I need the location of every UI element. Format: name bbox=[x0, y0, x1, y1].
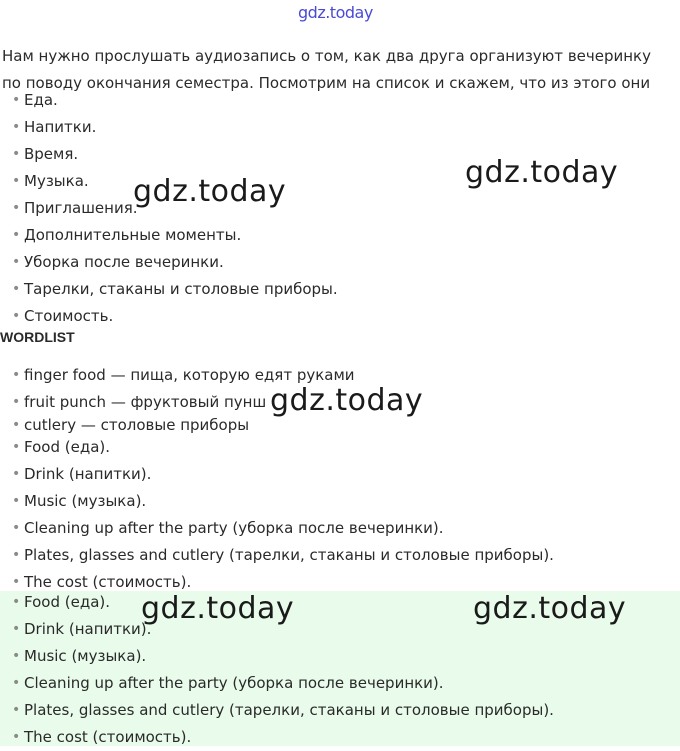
answer-item: • The cost (стоимость). bbox=[0, 569, 554, 596]
list-item: • Тарелки, стаканы и столовые приборы. bbox=[0, 276, 338, 303]
list-item: • Еда. bbox=[0, 87, 338, 114]
answer-item: • Plates, glasses and cutlery (тарелки, стаканы и столовые приборы). bbox=[0, 697, 554, 724]
watermark: gdz.today bbox=[473, 591, 627, 626]
answer-item: • Food (еда). bbox=[0, 434, 554, 461]
watermark: gdz.today bbox=[141, 591, 295, 626]
watermark: gdz.today bbox=[465, 155, 619, 190]
watermark: gdz.today bbox=[133, 174, 287, 209]
list-item: • Дополнительные моменты. bbox=[0, 222, 338, 249]
answer-item: • Food (еда). bbox=[0, 589, 554, 616]
answer-item: • Cleaning up after the party (уборка после вечеринки). bbox=[0, 670, 554, 697]
wordlist-item: • finger food — пища, которую едят руками bbox=[0, 362, 554, 389]
answer-item: • The cost (стоимость). bbox=[0, 724, 554, 751]
wordlist-title: WORDLIST bbox=[0, 329, 75, 345]
answer-item: • Music (музыка). bbox=[0, 488, 554, 515]
list-item: • Напитки. bbox=[0, 114, 338, 141]
answer-item: • Music (музыка). bbox=[0, 643, 554, 670]
list-item: • Уборка после вечеринки. bbox=[0, 249, 338, 276]
answer-item: • Cleaning up after the party (уборка после вечеринки). bbox=[0, 515, 554, 542]
answer-item: • Drink (напитки). bbox=[0, 461, 554, 488]
watermark: gdz.today bbox=[270, 383, 424, 418]
list-item: • Стоимость. bbox=[0, 303, 338, 330]
intro-paragraph: Нам нужно прослушать аудиозапись о том, как два друга организуют вечеринку по поводу окончания семестра. Посмотрим на список и скажем, что из этого они bbox=[2, 47, 651, 92]
wordlist-item: • fruit punch — фруктовый пунш bbox=[0, 389, 554, 416]
answer-item: • Plates, glasses and cutlery (тарелки, стаканы и столовые приборы). bbox=[0, 542, 554, 569]
list-item: • Время. bbox=[0, 141, 338, 168]
list-item: • Музыка. bbox=[0, 168, 338, 195]
list-item: • Приглашения. bbox=[0, 195, 338, 222]
wordlist-item: • cutlery — столовые приборы bbox=[0, 416, 554, 434]
answer-item: • Drink (напитки). bbox=[0, 616, 554, 643]
watermark-header: gdz.today bbox=[298, 3, 373, 22]
